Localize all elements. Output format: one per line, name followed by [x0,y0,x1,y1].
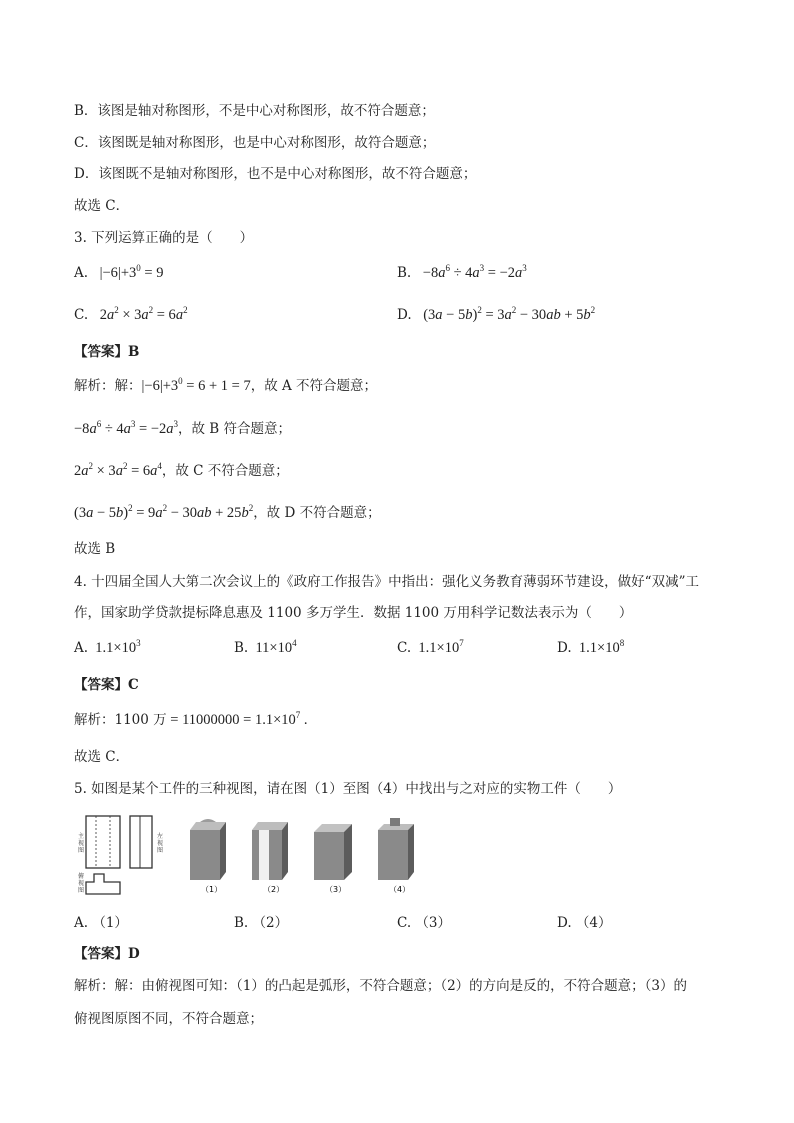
q3-option-c: C. $2a^2 \times 3a^2 = 6a^2$ [74,305,188,323]
q3-option-a: A. $|-6|+3^0 = 9$ [74,263,164,281]
question-5-stem: 5. 如图是某个工件的三种视图，请在图（1）至图（4）中找出与之对应的实物工件（ ） [74,781,622,797]
q4-analysis: 解析：1100 万 = $11000000 = 1.1\times 10^7$ . [74,710,308,728]
figure-caption-2: （2） [263,885,285,894]
q5-option-a: A. （1） [74,915,128,931]
top-view-label: 俯 [78,873,85,880]
q5-option-b: B. （2） [234,915,289,931]
question-4-stem-2: 作，国家助学贷款提标降息惠及 1100 多万学生．数据 1100 万用科学记数法表示为（ ） [74,605,633,621]
top-view [86,874,120,894]
q3-answer: 【答案】B [74,344,140,360]
q5-answer: 【答案】D [74,946,140,962]
question-3-stem: 3. 下列运算正确的是（ ） [74,230,254,246]
front-view [86,816,120,868]
option-b-explanation: B．该图是轴对称图形，不是中心对称图形，故不符合题意； [74,103,435,119]
q4-option-d: D. $1.1\times 10^8$ [557,638,625,656]
three-views-figure [72,812,422,898]
conclusion-c-2: 故选 C． [74,749,130,765]
q4-answer: 【答案】C [74,677,139,693]
left-view-label: 左 [157,833,164,840]
q3-option-d: D. $(3a - 5b)^2 = 3a^2 - 30ab + 5b^2$ [397,305,596,323]
svg-text:视: 视 [78,840,85,847]
figure-caption-3: （3） [325,885,347,894]
svg-text:视: 视 [78,880,85,887]
q4-option-c: C. $1.1\times 10^7$ [397,638,464,656]
svg-text:图: 图 [78,887,85,894]
q5-option-c: C. （3） [397,915,452,931]
q3-analysis-line1: 解析：解：$|-6|+3^0 = 6 + 1 = 7$，故 A 不符合题意； [74,376,378,394]
q5-analysis-line1: 解析：解：由俯视图可知：（1）的凸起是弧形，不符合题意；（2）的方向是反的，不符合题意；（3）的 [74,978,688,994]
q3-analysis-line3: $2a^2 \times 3a^2 = 6a^4$，故 C 不符合题意； [74,461,289,479]
q5-option-d: D. （4） [557,915,612,931]
q5-analysis-line2: 俯视图原图不同，不符合题意； [74,1011,263,1027]
option-d-explanation: D．该图既不是轴对称图形，也不是中心对称图形，故不符合题意； [74,166,477,182]
q4-option-a: A. $1.1\times 10^3$ [74,638,141,656]
svg-text:图: 图 [78,847,85,854]
option-c-explanation: C．该图既是轴对称图形，也是中心对称图形，故符合题意； [74,135,436,151]
conclusion-c: 故选 C． [74,198,130,214]
q4-option-b: B. $11\times 10^4$ [234,638,297,656]
question-4-stem-1: 4. 十四届全国人大第二次会议上的《政府工作报告》中指出：强化义务教育薄弱环节建设，做好“双减”工 [74,574,699,590]
front-view-label: 主 [78,833,85,840]
object-3 [314,824,352,880]
q3-option-b: B. $-8a^6 \div 4a^3 = -2a^3$ [397,263,527,281]
svg-text:图: 图 [157,847,164,854]
q3-analysis-line4: $(3a - 5b)^2 = 9a^2 - 30ab + 25b^2$，故 D 不符合题意； [74,503,381,521]
object-4 [378,818,414,880]
conclusion-b: 故选 B [74,541,116,557]
figure-caption-4: （4） [389,885,411,894]
object-2 [252,822,288,880]
figure-caption-1: （1） [201,885,223,894]
object-1 [190,819,226,880]
q3-analysis-line2: $-8a^6 \div 4a^3 = -2a^3$，故 B 符合题意； [74,419,292,437]
left-view [130,816,152,868]
svg-text:视: 视 [157,840,164,847]
